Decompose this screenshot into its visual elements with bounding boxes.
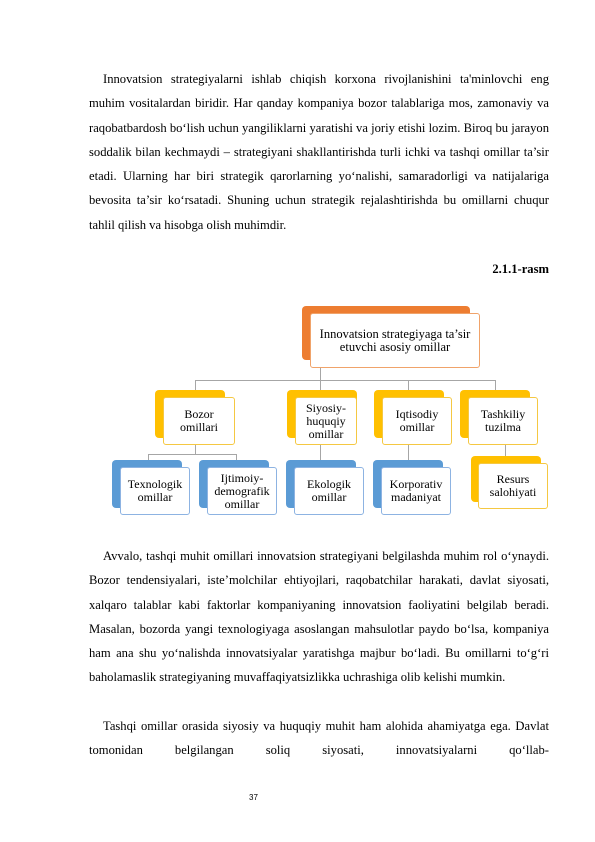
connector-siyosiy-down: [320, 444, 321, 460]
diagram-node-ekologik-label: Ekologik omillar: [294, 467, 364, 515]
connector-level2-bar: [195, 380, 496, 381]
diagram-node-iqtisodiy-label: Iqtisodiy omillar: [382, 397, 452, 445]
diagram-node-bozor-label: Bozor omillari: [163, 397, 235, 445]
diagram-node-texnologik-label: Texnologik omillar: [120, 467, 190, 515]
connector-to-siyosiy: [320, 380, 321, 390]
connector-bozor-down: [195, 444, 196, 454]
paragraph-intro: Innovatsion strategiyalarni ishlab chiqish korxona rivojlanishini ta'minlovchi eng muhim vositalardan biridir. Har qanday kompaniya bozor talablariga mos, zamonaviy va raqobatbardosh bo‘lish uchun yangiliklarni yaratishi va joriy etishi lozim. Biroq bu jarayon soddalik bilan kechmaydi – strategiyani shakllantirishda turli ichki va tashqi omillar ta’sir etadi. Ularning har biri strategik qarorlarning yo‘nalishi, samaradorligi va natijalariga bevosita ta’sir ko‘rsatadi. Shuning uchun strategik rejalashtirishda bu omillarni chuqur tahlil qilish va hisobga olish muhimdir.: [89, 72, 549, 232]
diagram-node-resurs-label: Resurs salohiyati: [478, 463, 548, 509]
connector-to-bozor: [195, 380, 196, 390]
diagram-node-korporativ-label: Korporativ madaniyat: [381, 467, 451, 515]
connector-to-iqtisodiy: [408, 380, 409, 390]
connector-level3-bar: [148, 454, 236, 455]
page-number: 37: [249, 793, 258, 802]
diagram-root-label: Innovatsion strategiyaga ta’sir etuvchi asosiy omillar: [310, 313, 480, 368]
diagram-node-ijtimoiy-label: Ijtimoiy-demografik omillar: [207, 467, 277, 515]
diagram-node-siyosiy-label: Siyosiy-huquqiy omillar: [295, 397, 357, 445]
connector-iqtisodiy-down: [408, 444, 409, 460]
paragraph-political-factors: Tashqi omillar orasida siyosiy va huquqiy muhit ham alohida ahamiyatga ega. Davlat tomonidan belgilangan soliq siyosati, innovatsiyalarni qo‘llab-: [89, 719, 549, 758]
connector-tashkiliy-down: [505, 444, 506, 456]
paragraph-external-factors: Avvalo, tashqi muhit omillari innovatsion strategiyani belgilashda muhim rol o‘ynaydi. Bozor tendensiyalari, iste’molchilar ehtiyojlari, raqobatchilar harakati, davlat siyosati, xalqaro talablar kabi faktorlar kompaniyaning innovatsion faoliyatini belgilab beradi. Masalan, bozorda yangi texnologiyaga asoslangan mahsulotlar paydo bo‘lsa, kompaniya ham ana shu yo‘nalishda innovatsiyalar yaratishga majbur bo‘ladi. Bu omillarni to‘g‘ri baholamaslik strategiyaning muvaffaqiyatsizlikka uchrashiga olib kelishi mumkin.: [89, 549, 549, 685]
figure-caption: 2.1.1-rasm: [492, 262, 549, 276]
diagram-node-tashkiliy-label: Tashkiliy tuzilma: [468, 397, 538, 445]
connector-root-down: [320, 366, 321, 380]
connector-to-tashkiliy: [495, 380, 496, 390]
